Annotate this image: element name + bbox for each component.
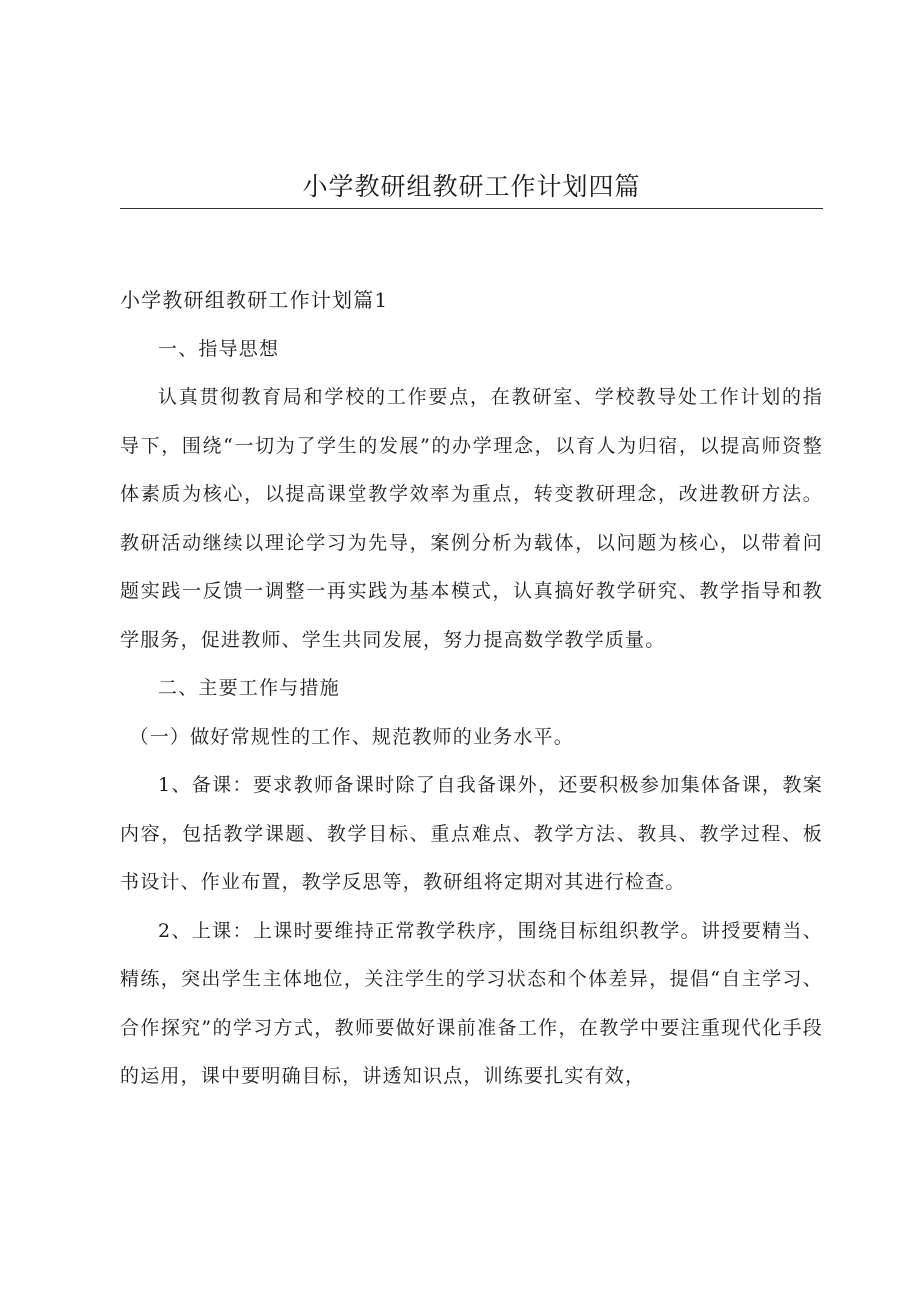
title-underline	[120, 208, 823, 209]
heading-guiding-ideology: 一、指导思想	[158, 337, 280, 360]
document-body	[120, 276, 823, 1101]
paragraph-guiding-ideology: 认真贯彻教育局和学校的工作要点，在教研室、学校教导处工作计划的指导下，围绕“一切为了学生的发展”的办学理念，以育人为归宿，以提高师资整体素质为核心，以提高课堂教学效率为重点，转变教研理念，改进教研方法。教研活动继续以理论学习为先导，案例分析为载体，以问题为核心，以带着问题实践一反馈一调整一再实践为基本模式，认真搞好教学研究、教学指导和教学服务，促进教师、学生共同发展，努力提高数学教学质量。	[120, 386, 823, 651]
subheading-routine-work: （一）做好常规性的工作、规范教师的业务水平。	[129, 725, 574, 748]
heading-main-work: 二、主要工作与措施	[158, 677, 340, 699]
paragraph-teaching: 2、上课：上课时要维持正常教学秩序，围绕目标组织教学。讲授要精当、精练，突出学生主体地位，关注学生的学习状态和个体差异，提倡“自主学习、合作探究”的学习方式，教师要做好课前准备工作，在教学中要注重现代化手段的运用，课中要明确目标，讲透知识点，训练要扎实有效，	[120, 919, 823, 1087]
paragraph-lesson-prep: 1、备课：要求教师备课时除了自我备课外，还要积极参加集体备课，教案内容，包括教学课题、教学目标、重点难点、教学方法、教具、教学过程、板书设计、作业布置，教学反思等，教研组将定期对其进行检查。	[120, 774, 823, 893]
section-heading: 小学教研组教研工作计划篇1	[120, 288, 389, 312]
document-title: 小学教研组教研工作计划四篇	[302, 172, 641, 201]
